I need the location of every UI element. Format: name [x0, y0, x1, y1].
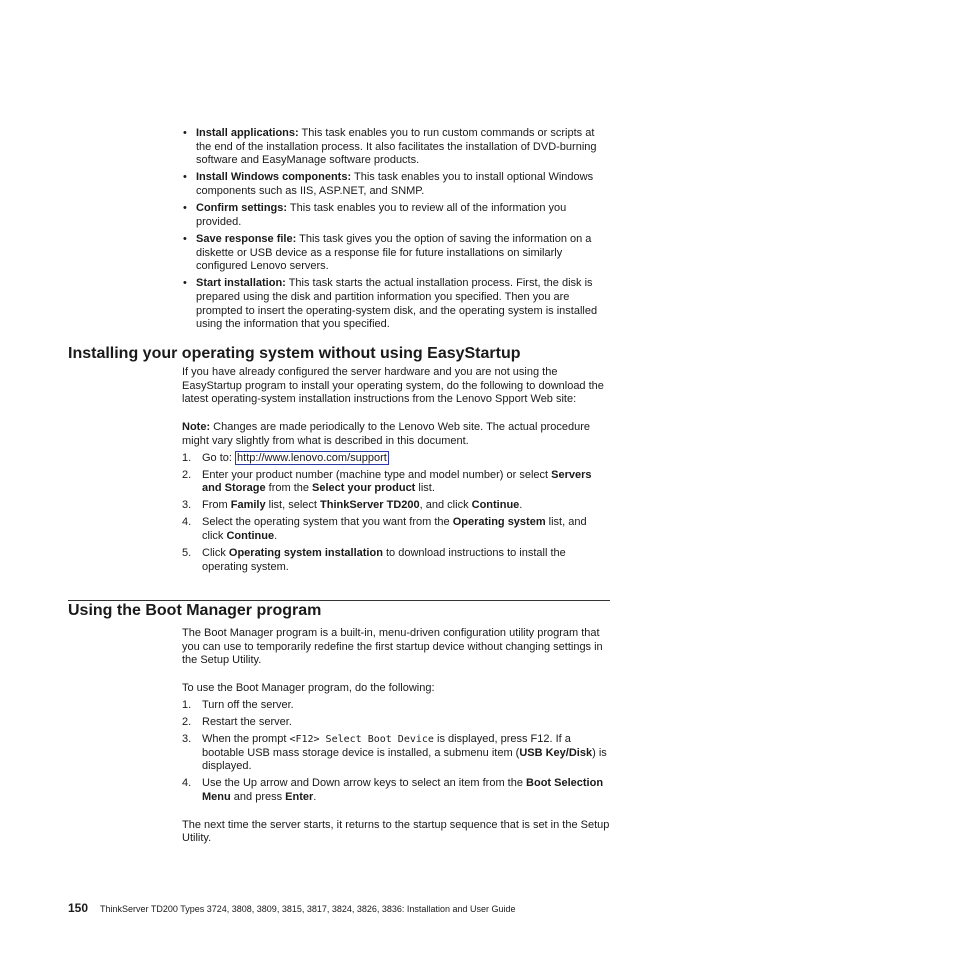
list-item	[182, 171, 607, 198]
download-steps-list	[182, 452, 610, 575]
section-divider	[68, 600, 610, 601]
step-text: is displayed, press F12. If a bootable USB mass storage device is installed, a submenu item (	[202, 733, 571, 759]
step-text: Use the Up arrow and Down arrow keys to select an item from the	[202, 777, 527, 790]
step-text: Turn off the server.	[202, 699, 294, 711]
step-number: 1.	[182, 451, 192, 464]
bullet-title: Save response file:	[196, 232, 297, 245]
step-number: 3.	[182, 499, 192, 512]
bullet-text: This task enables you to run custom commands or scripts at the end of the installation process. It also facilitates the installation of DVD-burning software and EasyManage software products.	[196, 127, 597, 167]
boot-steps-list	[182, 699, 610, 805]
list-item	[182, 452, 610, 466]
list-item	[182, 127, 607, 168]
list-item	[182, 499, 610, 513]
step-text: list, select	[265, 499, 320, 512]
list-item	[182, 733, 610, 774]
step-number: 3.	[182, 733, 192, 745]
list-item	[182, 716, 610, 730]
bullet-text: This task enables you to install optional Windows components such as IIS, ASP.NET, and SNMP.	[196, 171, 594, 198]
step-text: Enter your product number (machine type and model number) or select	[202, 468, 552, 481]
bullet-text: This task gives you the option of saving the information on a diskette or USB device as a response file for future installations on similarly configured Lenovo servers.	[196, 232, 592, 273]
bullet-title: Start installation:	[196, 277, 286, 290]
footer-text: ThinkServer TD200 Types 3724, 3808, 3809, 3815, 3817, 3824, 3826, 3836: Installation and User Guide	[100, 904, 516, 914]
step-number: 4.	[182, 516, 192, 529]
bullet-text: This task starts the actual installation process. First, the disk is prepared using the disk and partition information you specified. Then you are prompted to insert the operating-system disk, and the operating system is installed using the information that you specified.	[196, 277, 598, 331]
step-text: , and click	[419, 499, 472, 512]
step-bold-text: Servers and Storage	[202, 468, 592, 495]
list-item	[182, 777, 610, 804]
section-install-os-body	[182, 366, 610, 578]
bullet-marker: •	[183, 127, 187, 139]
bullet-marker: •	[183, 171, 187, 184]
step-text: list.	[415, 482, 435, 495]
step-number: 2.	[182, 468, 192, 481]
list-item	[182, 699, 610, 713]
step-bold-text: Boot Selection Menu	[202, 777, 604, 804]
bullet-marker: •	[183, 202, 187, 215]
note-label: Note:	[182, 420, 211, 433]
list-item	[182, 233, 607, 274]
step-bold-text: Select your product	[312, 482, 416, 495]
step-text: from the	[265, 482, 313, 495]
step-text: .	[313, 791, 317, 804]
step-bold-text: USB Key/Disk	[519, 746, 593, 759]
section-heading-boot-manager: Using the Boot Manager program	[68, 602, 322, 619]
bullet-text: This task enables you to review all of the information you provided.	[196, 202, 567, 228]
lead-paragraph: To use the Boot Manager program, do the following:	[182, 681, 435, 694]
step-number: 5.	[182, 547, 192, 560]
step-text: Restart the server.	[202, 716, 292, 728]
step-bold-text: Operating system installation	[228, 547, 383, 560]
step-text: From	[202, 499, 231, 512]
intro-paragraph: If you have already configured the server hardware and you are not using the EasyStartup program to install your operating system, do the following to download the latest operating-system installation instructions from the Lenovo Spport Web site:	[182, 366, 604, 406]
step-bold-text: Operating system	[452, 516, 546, 529]
step-number: 1.	[182, 699, 192, 711]
step-text: ) is displayed.	[202, 746, 607, 773]
note-paragraph	[182, 421, 610, 448]
task-bullet-list	[182, 127, 607, 335]
lenovo-support-link[interactable]: http://www.lenovo.com/support	[237, 451, 387, 464]
list-item	[182, 547, 610, 574]
section-boot-manager-body	[182, 627, 610, 846]
step-number: 4.	[182, 777, 192, 790]
step-bold-text: Continue	[226, 530, 275, 543]
bullet-title: Confirm settings:	[196, 202, 288, 215]
closing-paragraph: The next time the server starts, it returns to the startup sequence that is set in the Setup Utility.	[182, 818, 610, 845]
list-item	[182, 277, 607, 332]
step-text: When the prompt	[202, 733, 290, 745]
step-text: Go to:	[202, 451, 236, 464]
bullet-title: Install applications:	[196, 127, 299, 139]
step-text: .	[274, 530, 278, 543]
bullet-marker: •	[183, 232, 187, 245]
step-bold-text: Continue	[471, 499, 520, 512]
step-bold-text: Family	[230, 499, 266, 512]
step-text: Select the operating system that you want from the	[202, 516, 453, 529]
page-number: 150	[68, 901, 89, 915]
step-bold-text: Enter	[285, 791, 314, 804]
section-heading-install-os: Installing your operating system without using EasyStartup	[68, 345, 521, 362]
list-item	[182, 516, 610, 543]
step-text: to download instructions to install the operating system.	[202, 547, 566, 573]
step-bold-text: ThinkServer TD200	[320, 499, 420, 512]
step-text: and press	[230, 791, 286, 804]
bullet-title: Install Windows components:	[196, 171, 352, 184]
step-text: Click	[202, 547, 229, 560]
list-item	[182, 469, 610, 496]
bullet-marker: •	[183, 277, 187, 290]
step-number: 2.	[182, 716, 192, 728]
step-text: .	[519, 499, 523, 512]
note-text: Changes are made periodically to the Lenovo Web site. The actual procedure might vary slightly from what is described in this document.	[182, 420, 591, 447]
list-item	[182, 202, 607, 229]
intro-paragraph: The Boot Manager program is a built-in, menu-driven configuration utility program that you can use to temporarily redefine the first startup device without changing settings in the Setup Utility.	[182, 627, 603, 667]
prompt-code: <F12> Select Boot Device	[289, 734, 434, 745]
page-footer	[68, 901, 516, 915]
step-text: list, and click	[202, 516, 587, 543]
